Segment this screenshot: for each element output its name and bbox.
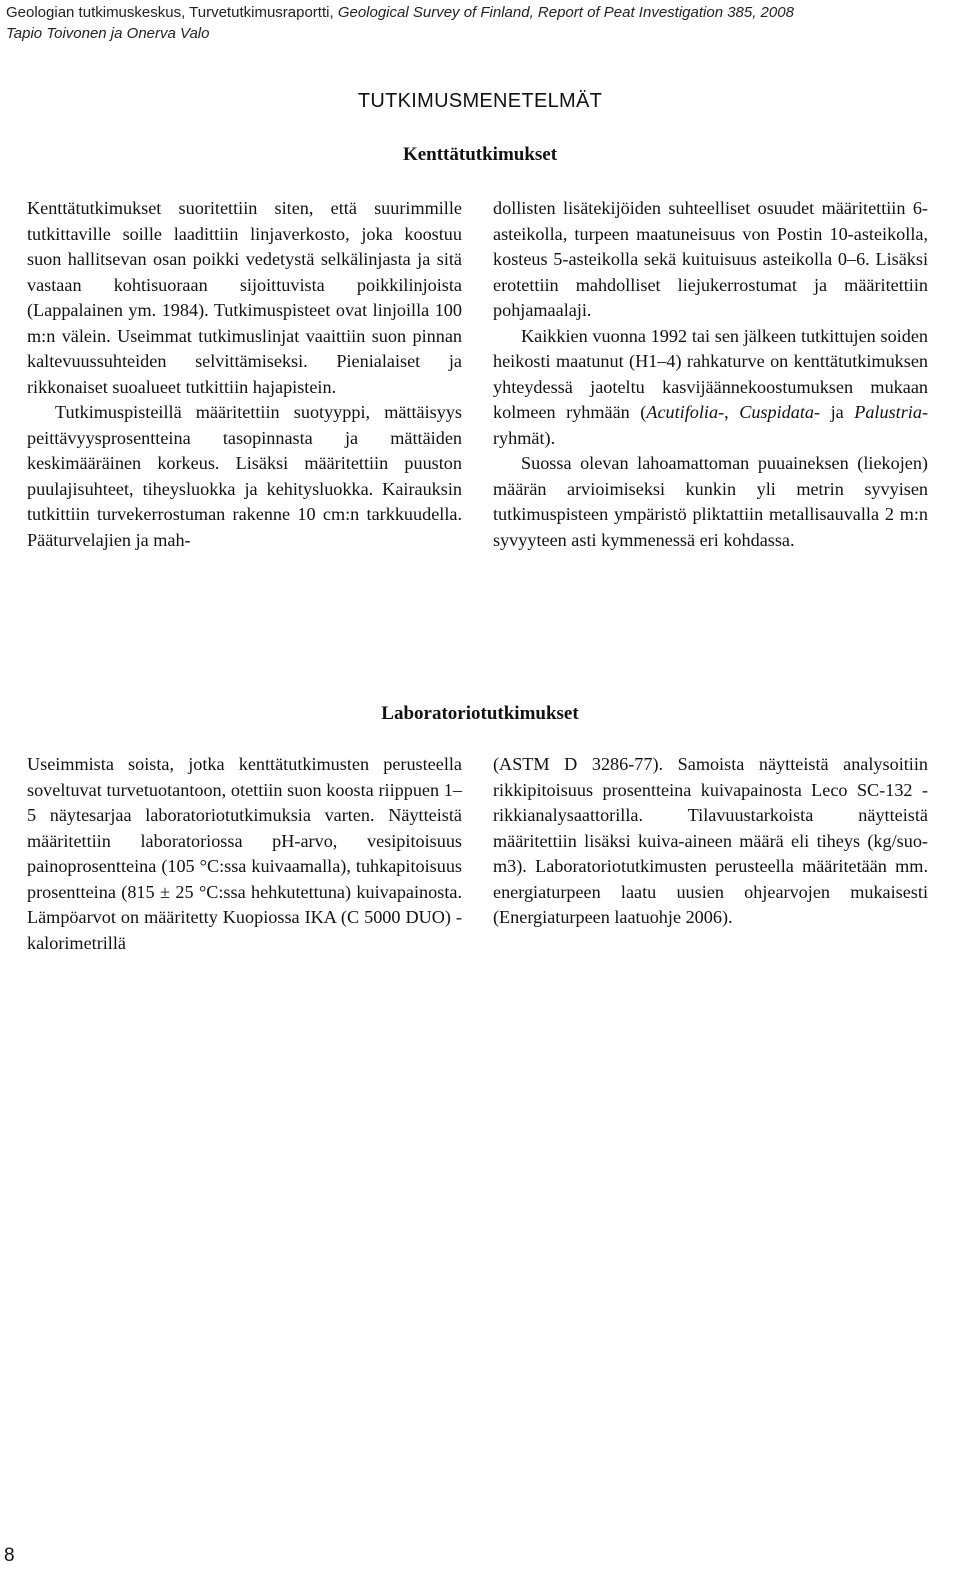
field-p3-text-a: Kaikkien vuonna 1992 tai sen jälkeen tutkittujen soiden heikosti maatunut (H1–4) rahkaturve on kenttätutkimuksen yhteydessä jaoteltu kasvijäännekoostumuksen mukaan kolmeen ryhmään ( bbox=[493, 325, 928, 422]
field-paragraph-2-continued: dollisten lisätekijöiden suhteelliset osuudet määritettiin 6-asteikolla, turpeen maatuneisuus von Postin 10-asteikolla, kosteus 5-asteikolla sekä kuituisuus asteikolla 0–6. Lisäksi erotettiin mahdolliset liejukerrostumat ja määritettiin pohjamaalaji. bbox=[493, 198, 928, 320]
running-head bbox=[6, 2, 794, 44]
field-paragraph-3 bbox=[493, 324, 928, 452]
field-paragraph-4: Suossa olevan lahoamattoman puuaineksen (liekojen) määrän arvioimiseksi kunkin yli metrin syvyisen tutkimuspisteen ympäristö pliktattiin metallisauvalla 2 m:n syvyyteen asti kymmenessä eri kohdassa. bbox=[493, 453, 928, 550]
publisher-text: Geologian tutkimuskeskus, Turvetutkimusraportti bbox=[6, 4, 330, 21]
lab-right-column bbox=[493, 752, 928, 931]
lab-paragraph-1-continued: (ASTM D 3286-77). Samoista näytteistä analysoitiin rikkipitoisuus prosentteina kuivapainosta Leco SC-132 -rikkianalysaattorilla. Tilavuustarkoista näytteistä määritettiin lisäksi kuiva-aineen määrä eli tiheys (kg/suo-m3). Laboratoriotutkimusten perusteella määritetään mm. energiaturpeen laatu uusien ohjearvojen mukaisesti (Energiaturpeen laatuohje 2006). bbox=[493, 754, 928, 927]
field-p3-text-d: -ryhmät). bbox=[493, 402, 928, 448]
running-head-line-1: Geologian tutkimuskeskus, Turvetutkimusraportti, Geological Survey of Finland, Report of Peat Investigation 385, 2008 bbox=[6, 4, 794, 21]
palustria-term: Palustria bbox=[854, 402, 922, 422]
page-number: 8 bbox=[4, 1545, 15, 1566]
lab-left-column bbox=[27, 752, 462, 956]
field-right-column bbox=[493, 196, 928, 553]
acutifolia-term: Acutifolia bbox=[646, 402, 719, 422]
authors-text: Tapio Toivonen ja Onerva Valo bbox=[6, 25, 210, 42]
field-p3-text-b: -, bbox=[718, 402, 740, 422]
lab-section-heading: Laboratoriotutkimukset bbox=[381, 703, 579, 724]
field-paragraph-2: Tutkimuspisteillä määritettiin suotyyppi, mättäisyys peittävyysprosentteina tasopinnasta ja mättäiden keskimääräinen korkeus. Lisäksi määritettiin puuston puulajisuhteet, tiheysluokka ja kehitysluokka. Kairauksin tutkittiin turvekerrostuman rakenne 10 cm:n tarkkuudella. Pääturvelajien ja mah- bbox=[27, 402, 462, 550]
field-section-heading: Kenttätutkimukset bbox=[402, 144, 558, 165]
field-paragraph-1: Kenttätutkimukset suoritettiin siten, että suurimmille tutkittaville soille laadittiin linjaverkosto, joka koostuu suon hallitsevan osan poikki vedetystä selkälinjasta ja sitä vastaan kohtisuoraan sijoittuvista poikkilinjoista (Lappalainen ym. 1984). Tutkimuspisteet ovat linjoilla 100 m:n välein. Useimmat tutkimuslinjat vaaittiin suon pinnan kaltevuussuhteiden selvittämiseksi. Pienialaiset ja rikkonaiset suoalueet tutkittiin hajapistein. bbox=[27, 198, 462, 397]
series-text: Geological Survey of Finland, Report of Peat Investigation 385, 2008 bbox=[337, 4, 794, 21]
field-left-column bbox=[27, 196, 462, 553]
cuspidata-term: Cuspidata bbox=[739, 402, 814, 422]
main-heading: TUTKIMUSMENETELMÄT bbox=[357, 90, 603, 112]
lab-paragraph-1: Useimmista soista, jotka kenttätutkimusten perusteella soveltuvat turvetuotantoon, otettiin suon koosta riippuen 1–5 näytesarjaa laboratoriotutkimuksia varten. Näytteistä määritettiin laboratoriossa pH-arvo, vesipitoisuus painoprosentteina (105 °C:ssa kuivaamalla), tuhkapitoisuus prosentteina (815 ± 25 °C:ssa hehkutettuna) kuivapainosta. Lämpöarvot on määritetty Kuopiossa IKA (C 5000 DUO) -kalorimetrillä bbox=[27, 754, 462, 953]
field-p3-text-c: - ja bbox=[814, 402, 855, 422]
running-head-line-2 bbox=[6, 23, 794, 44]
